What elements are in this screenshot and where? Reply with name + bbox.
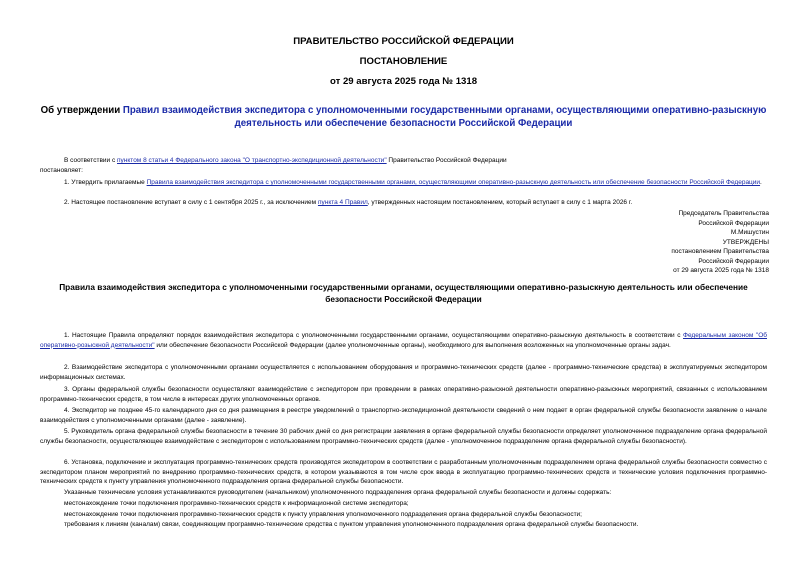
document-type-heading: ПОСТАНОВЛЕНИЕ: [359, 56, 448, 67]
rule-3: 3. Органы федеральной службы безопасности осуществляют взаимодействие с экспедитором при проведении в рамках оперативно-разыскной деятельности оперативно-разыскных мероприятий, связанных с использованием программно-технических средств, в том числе в интересах других уполномоченных органов.: [40, 386, 767, 403]
law-link[interactable]: пунктом 8 статьи 4 Федерального закона "О транспортно-экспедиционной деятельности": [117, 157, 387, 164]
title-prefix: Об утверждении: [40, 105, 123, 116]
approved-line-2: постановлением Правительства: [671, 248, 769, 255]
rules-point-4-link[interactable]: пункта 4 Правил: [317, 199, 368, 206]
rule-10: требования к линиям (каналам) связи, соединяющим программно-технические средства с пунктом управления уполномоченного подразделения органа федеральной службы безопасности.: [64, 521, 639, 528]
preamble-resolves: постановляет:: [40, 167, 83, 174]
rule-1-text-2: или обеспечение безопасности Российской Федерации (далее уполномоченные органы), необходимого для выполнения возложенных на уполномоченные органы задач.: [154, 341, 671, 349]
preamble-line: [64, 156, 764, 166]
approved-line-3: Российской Федерации: [698, 257, 769, 265]
ord-law-link[interactable]: Федеральным законом "Об оперативно-розыскной деятельности": [40, 332, 767, 349]
rule-5: 5. Руководитель органа федеральной службы безопасности в течение 30 рабочих дней со дня регистрации заявления в органе федеральной службы безопасности определяет уполномоченное подразделение органа федеральной службы безопасности, осуществляющее взаимодействие с экспедитором с использованием программно-технических средств (далее - уполномоченное подразделение органа федеральной службы безопасности).: [40, 428, 767, 445]
point-2-text-2: , утвержденных настоящим постановлением, который вступает в силу с 1 марта 2026 г.: [367, 199, 633, 206]
rule-7: Указанные технические условия устанавливаются руководителем (начальником) уполномоченного подразделения органа федеральной службы безопасности и должны содержать:: [64, 489, 612, 496]
document-date-heading: от 29 августа 2025 года № 1318: [329, 76, 478, 87]
rules-link[interactable]: Правила взаимодействия экспедитора с уполномоченными государственными органами, осуществляющими оперативно-разыскную деятельность или обеспечение безопасности Российской Федерации: [146, 179, 761, 186]
point-1-text-2: .: [760, 179, 762, 186]
rule-4: 4. Экспедитор не позднее 45-го календарного дня со дня размещения в реестре уведомлений о транспортно-экспедиционной деятельности сведений о нем подает в орган федеральной службы безопасности заявление о начале взаимодействия с уполномоченными органами (далее - заявление).: [40, 407, 767, 424]
rule-2: 2. Взаимодействие экспедитора с уполномоченными органами осуществляется с использованием оборудования и программно-технических средств (далее - программно-технические средства) в эксплуатируемых экспедитором информационных системах.: [40, 364, 767, 381]
point-1-text: 1. Утвердить прилагаемые: [64, 179, 147, 186]
government-heading: ПРАВИТЕЛЬСТВО РОССИЙСКОЙ ФЕДЕРАЦИИ: [293, 36, 514, 47]
document-title: [20, 104, 787, 130]
rules-title: Правила взаимодействия экспедитора с уполномоченными государственными органами, осуществляющими оперативно-разыскную деятельность или обеспечение безопасности Российской Федерации: [59, 282, 748, 304]
point-2: [64, 198, 774, 208]
rule-9: местонахождение точки подключения программно-технических средств к пункту управления уполномоченного подразделения органа федеральной службы безопасности;: [64, 511, 582, 518]
rule-1: [40, 331, 767, 350]
approved-line-1: УТВЕРЖДЕНЫ: [722, 238, 769, 246]
signature-block: [671, 209, 769, 276]
point-2-text: 2. Настоящее постановление вступает в силу с 1 сентября 2025 г., за исключением: [64, 199, 318, 206]
rule-6: 6. Установка, подключение и эксплуатация программно-технических средств производятся экспедитором в соответствии с разработанным уполномоченным подразделением органа федеральной службы безопасности совместно с экспедитором планом мероприятий по внедрению программно-технических средств, в котором указываются в том числе срок ввода в эксплуатацию программно-технических средств и технические условия подключения программно-технических средств к пункту управления уполномоченного подразделения органа федеральной службы безопасности.: [40, 459, 767, 485]
rule-8: местонахождение точки подключения программно-технических средств к информационной системе экспедитора;: [64, 500, 409, 507]
signature-name: М.Мишустин: [730, 229, 769, 236]
preamble-text: В соответствии с: [64, 157, 118, 164]
point-1: [40, 178, 767, 188]
title-link[interactable]: Правил взаимодействия экспедитора с уполномоченными государственными органами, осуществляющими оперативно-разыскную деятельность или обеспечение безопасности Российской Федерации: [122, 105, 767, 129]
signature-line-2: Российской Федерации: [698, 219, 769, 227]
preamble-text-2: Правительство Российской Федерации: [386, 157, 507, 164]
approved-line-4: от 29 августа 2025 года № 1318: [673, 267, 769, 274]
signature-line-1: Председатель Правительства: [678, 210, 769, 217]
rule-1-text: 1. Настоящие Правила определяют порядок взаимодействия экспедитора с уполномоченными государственными органами, осуществляющими оперативно-разыскную деятельность в соответствии с: [64, 332, 684, 339]
